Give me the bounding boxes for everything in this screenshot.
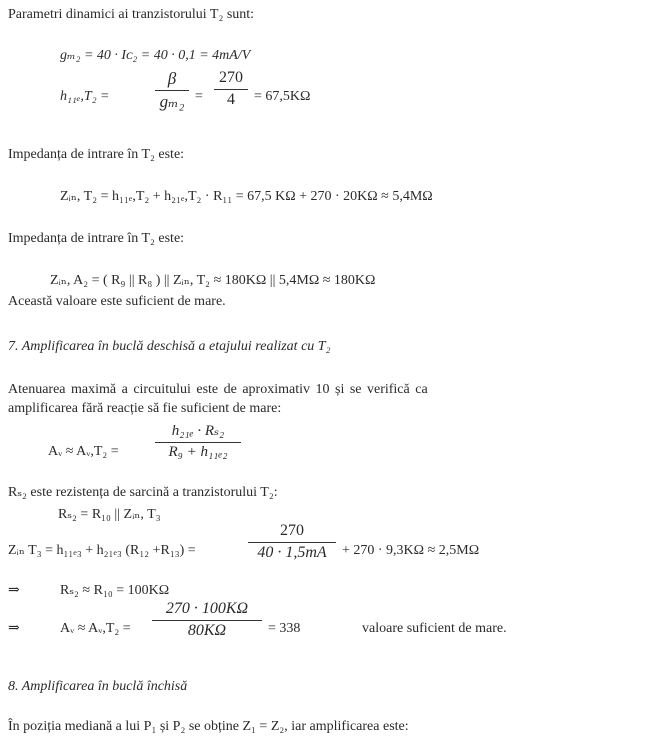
h11-equals: =	[195, 89, 203, 104]
h11-numerator: β	[167, 69, 177, 88]
av-result-note: valoare suficient de mare.	[362, 621, 507, 636]
h11-fraction-2	[214, 70, 248, 109]
zin-t3-lhs: Zᵢₙ T₃ = h₁₁ₑ₃ + h₂₁ₑ₃ (R₁₂ +R₁₃) =	[8, 543, 196, 558]
zin-a2-equation: Zᵢₙ, A₂ = ( R₉ || R₈ ) || Zᵢₙ, T₂ ≈ 180KΩ || 5,4MΩ ≈ 180KΩ	[50, 273, 376, 288]
gm-equation: gₘ₂ = 40 · Iᴄ₂ = 40 · 0,1 = 4mA/V	[60, 48, 251, 63]
paragraph-line-2: amplificarea fără reacție să fie suficient de mare:	[8, 401, 282, 416]
zin-t3-denominator: 40 · 1,5mA	[257, 543, 327, 561]
zin-t3-numerator: 270	[280, 522, 304, 539]
h11-denominator-2: 4	[227, 90, 235, 108]
av-numerator: h₂₁ₑ · Rₛ₂	[171, 423, 225, 439]
impedance-t2-label-2: Impedanța de intrare în T₂ este:	[8, 231, 185, 246]
av-result-lhs: Aᵥ ≈ Aᵥ,T₂ =	[60, 621, 131, 636]
h11-result: = 67,5KΩ	[254, 89, 311, 104]
zin-t3-result: + 270 · 9,3KΩ ≈ 2,5MΩ	[342, 543, 480, 558]
implies-arrow-1: ⇒	[8, 583, 20, 598]
av-result-numerator: 270 · 100KΩ	[165, 600, 249, 617]
section-7-heading: 7. Amplificarea în buclă deschisă a etajului realizat cu T₂	[8, 339, 331, 354]
av-denominator: R₉ + h₁₁ₑ₂	[168, 443, 228, 460]
rs-equation: Rₛ₂ = R₁₀ || Zᵢₙ, T₃	[58, 507, 161, 522]
rs2-approximation: Rₛ₂ ≈ R₁₀ = 100KΩ	[60, 583, 170, 598]
implies-arrow-2: ⇒	[8, 621, 20, 636]
impedance-t2-label: Impedanța de intrare în T₂ este:	[8, 147, 185, 162]
zin-t2-equation: Zᵢₙ, T₂ = h₁₁ₑ,T₂ + h₂₁ₑ,T₂ · R₁₁ = 67,5 KΩ + 270 · 20KΩ ≈ 5,4MΩ	[60, 189, 433, 204]
av-lhs: Aᵥ ≈ Aᵥ,T₂ =	[48, 444, 119, 459]
paragraph-line-1: Atenuarea maximă a circuitului este de aproximativ 10 și se verifică ca	[8, 382, 428, 397]
h11-denominator: gₘ₂	[159, 91, 185, 111]
av-result-fraction	[152, 601, 262, 640]
zin-t3-fraction	[248, 523, 336, 562]
av-result-denominator: 80KΩ	[187, 621, 227, 639]
section-8-heading: 8. Amplificarea în buclă închisă	[8, 679, 188, 694]
sufficient-note: Această valoare este suficient de mare.	[8, 294, 226, 309]
intro-line: Parametri dinamici ai tranzistorului T₂ sunt:	[8, 7, 255, 22]
h11-numerator-2: 270	[219, 69, 243, 86]
median-position-line: În poziția mediană a lui P₁ și P₂ se obține Z₁ = Z₂, iar amplificarea este:	[8, 719, 409, 734]
h11-lhs: h₁₁ₑ,T₂ =	[60, 89, 110, 104]
av-fraction	[155, 424, 241, 461]
rs-description: Rₛ₂ este rezistența de sarcină a tranzistorului T₂:	[8, 485, 278, 500]
h11-fraction-1	[155, 70, 189, 111]
av-result-value: = 338	[268, 621, 301, 636]
